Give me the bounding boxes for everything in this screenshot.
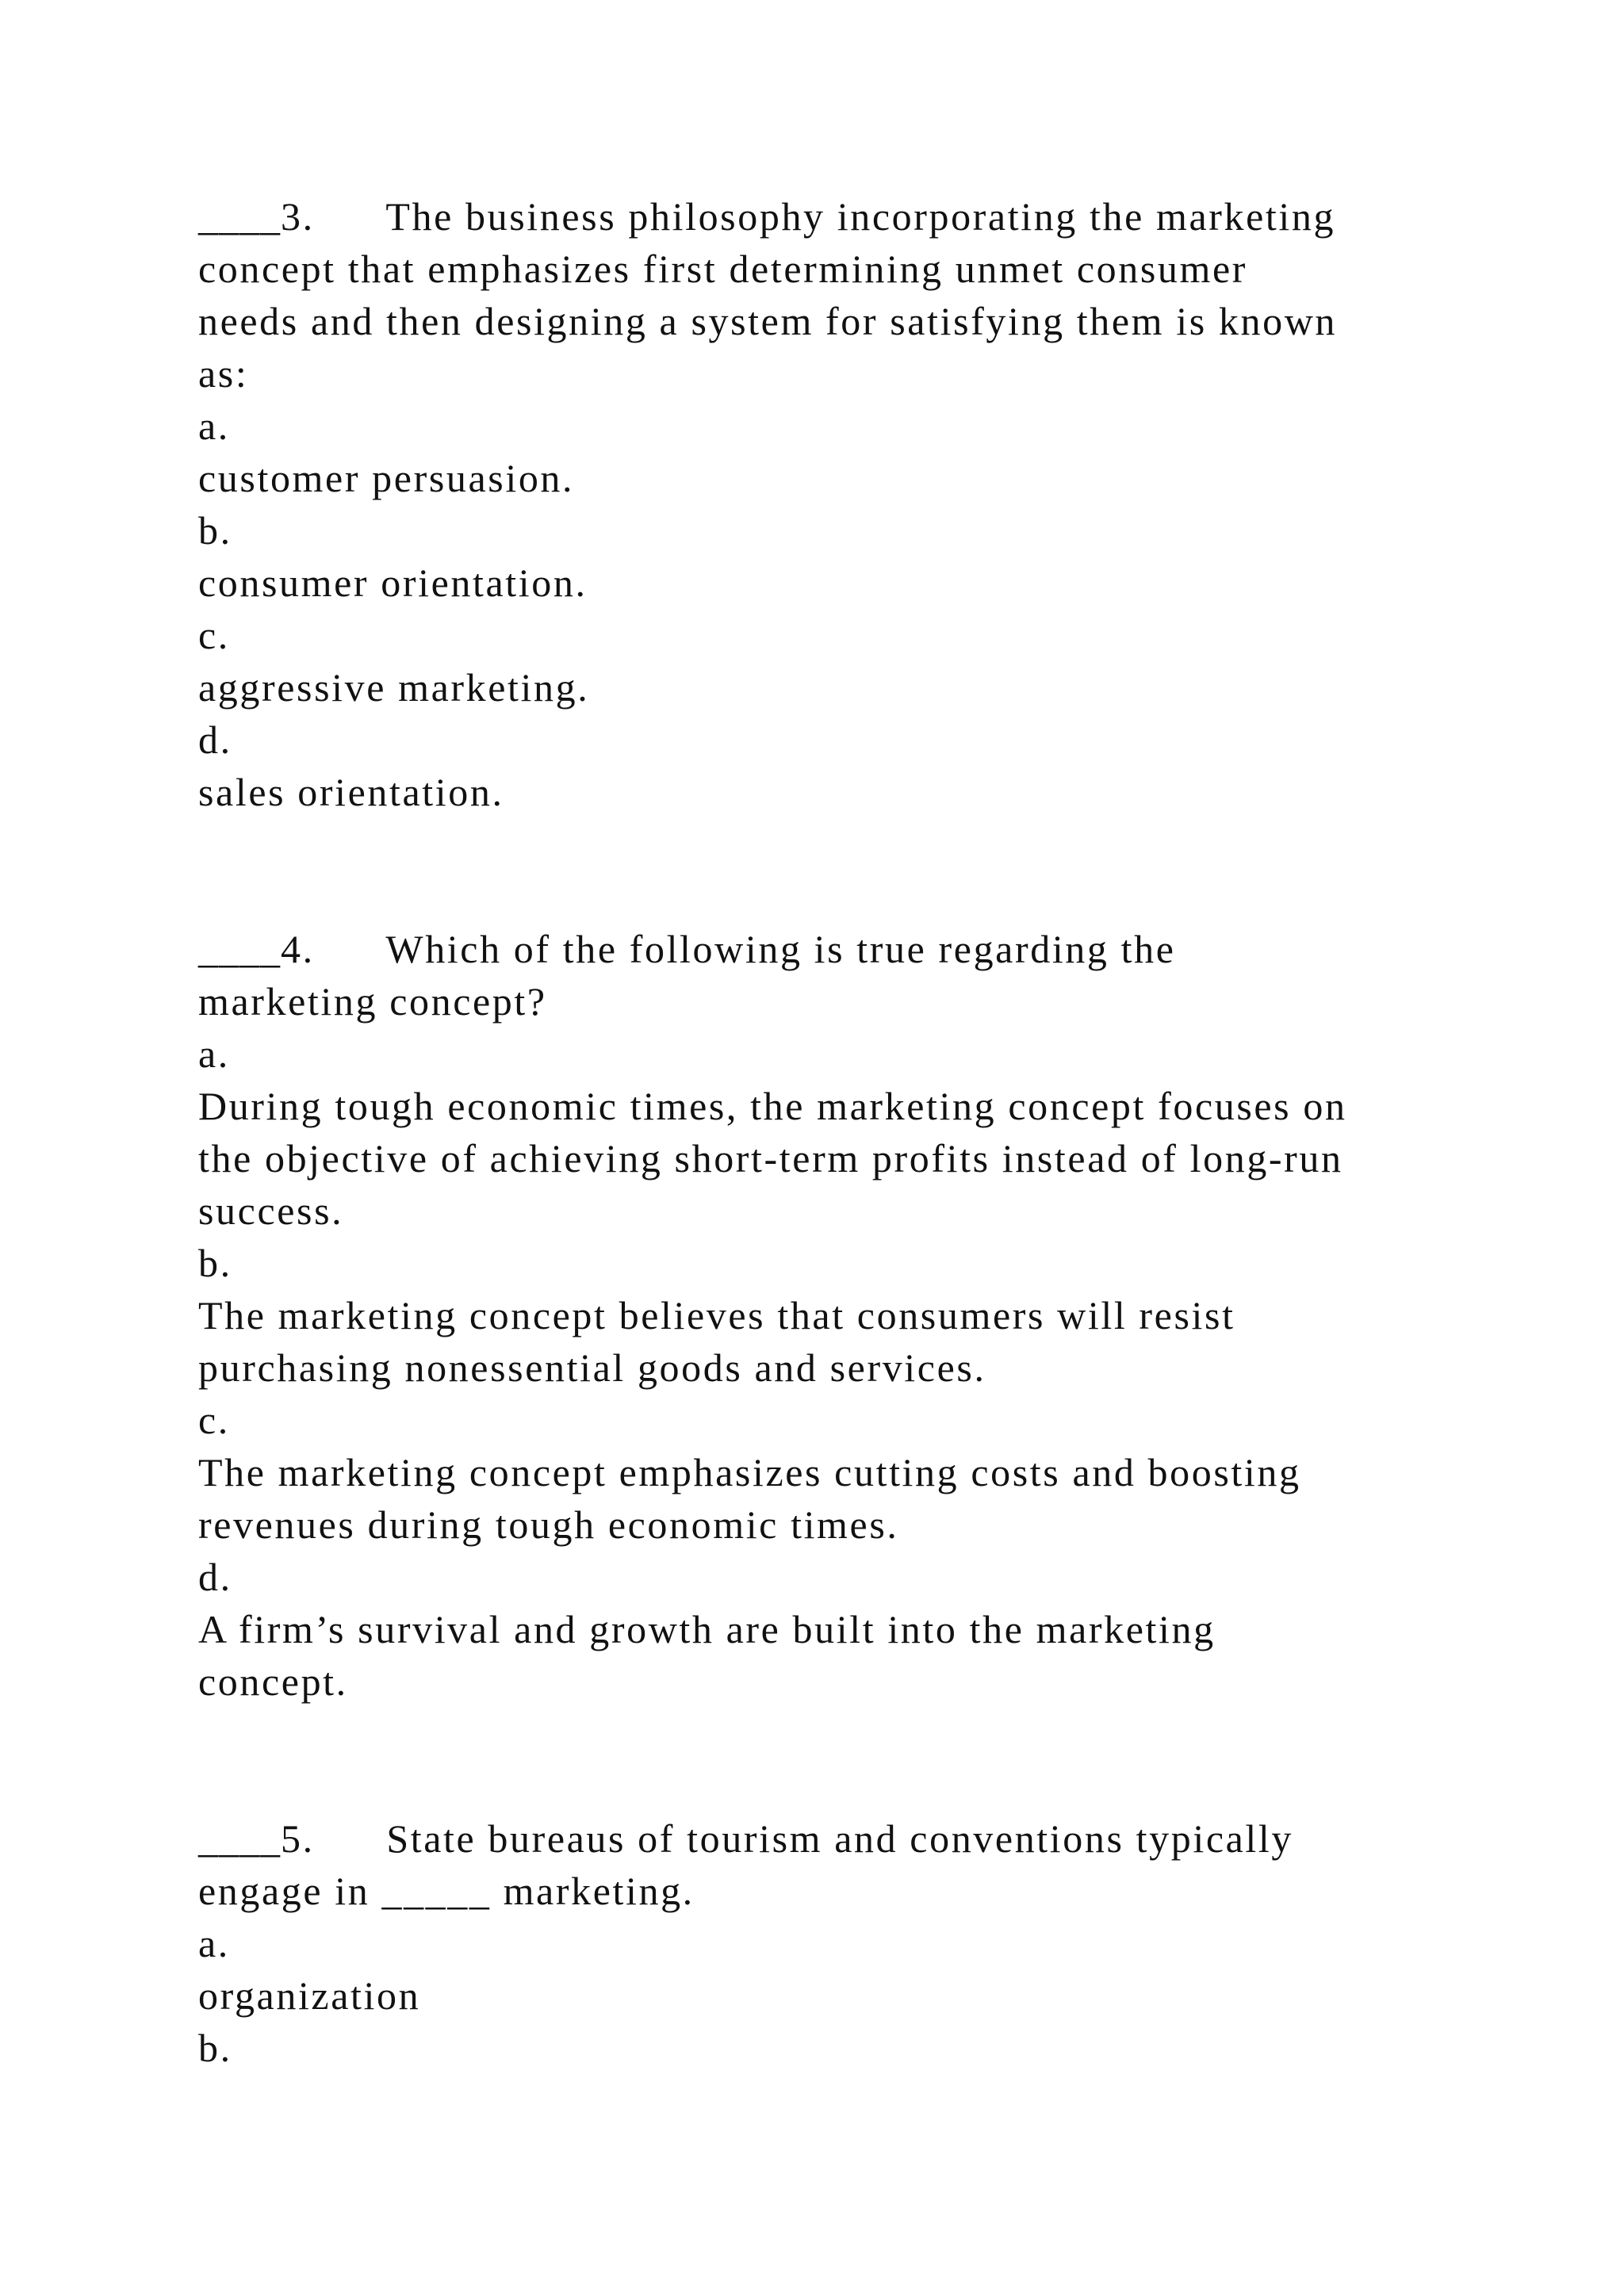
question-stem-line: State bureaus of tourism and conventions typically bbox=[386, 1816, 1293, 1861]
option-text: customer persuasion. bbox=[198, 456, 575, 500]
answer-blank: ____ bbox=[198, 1816, 281, 1861]
question-number: 3. bbox=[281, 194, 315, 239]
question-4-header bbox=[198, 923, 1499, 975]
option-letter: b. bbox=[198, 2026, 232, 2070]
option-text-line: the objective of achieving short-term profits instead of long-run bbox=[198, 1136, 1343, 1181]
question-5 bbox=[198, 1812, 1499, 2074]
question-stem-line: as: bbox=[198, 351, 249, 396]
option-letter: b. bbox=[198, 508, 232, 553]
question-stem-line: needs and then designing a system for satisfying them is known bbox=[198, 299, 1338, 343]
question-number: 4. bbox=[281, 927, 315, 971]
answer-blank: ____ bbox=[198, 194, 281, 239]
question-3 bbox=[198, 190, 1499, 818]
option-text: aggressive marketing. bbox=[198, 665, 590, 710]
option-text: sales orientation. bbox=[198, 770, 504, 814]
answer-blank: ____ bbox=[198, 927, 281, 971]
option-letter: d. bbox=[198, 718, 232, 762]
option-text-line: The marketing concept believes that consumers will resist bbox=[198, 1293, 1235, 1337]
document-page bbox=[198, 190, 1499, 2074]
option-text-line: During tough economic times, the marketing concept focuses on bbox=[198, 1084, 1347, 1128]
question-stem-line: Which of the following is true regarding the bbox=[385, 927, 1176, 971]
option-letter: a. bbox=[198, 404, 230, 448]
option-letter: c. bbox=[198, 613, 230, 657]
question-number: 5. bbox=[281, 1816, 315, 1861]
option-text-line: A firm’s survival and growth are built into the marketing bbox=[198, 1607, 1216, 1651]
option-text-line: purchasing nonessential goods and services. bbox=[198, 1345, 986, 1390]
question-4 bbox=[198, 923, 1499, 1708]
option-text: organization bbox=[198, 1973, 421, 2018]
question-3-header bbox=[198, 190, 1499, 243]
option-text-line: The marketing concept emphasizes cutting costs and boosting bbox=[198, 1450, 1301, 1494]
option-letter: c. bbox=[198, 1398, 230, 1442]
option-text-line: revenues during tough economic times. bbox=[198, 1502, 899, 1547]
option-letter: a. bbox=[198, 1031, 230, 1076]
question-stem-line: marketing concept? bbox=[198, 979, 547, 1024]
option-text: consumer orientation. bbox=[198, 561, 588, 605]
option-letter: a. bbox=[198, 1921, 230, 1965]
option-text-line: success. bbox=[198, 1188, 344, 1233]
question-stem-line: The business philosophy incorporating the marketing bbox=[385, 194, 1336, 239]
question-stem-line: concept that emphasizes first determining unmet consumer bbox=[198, 247, 1248, 291]
option-letter: d. bbox=[198, 1555, 232, 1599]
option-letter: b. bbox=[198, 1241, 232, 1285]
question-stem-line: engage in _____ marketing. bbox=[198, 1869, 695, 1913]
question-5-header bbox=[198, 1812, 1499, 1865]
option-text-line: concept. bbox=[198, 1659, 348, 1704]
